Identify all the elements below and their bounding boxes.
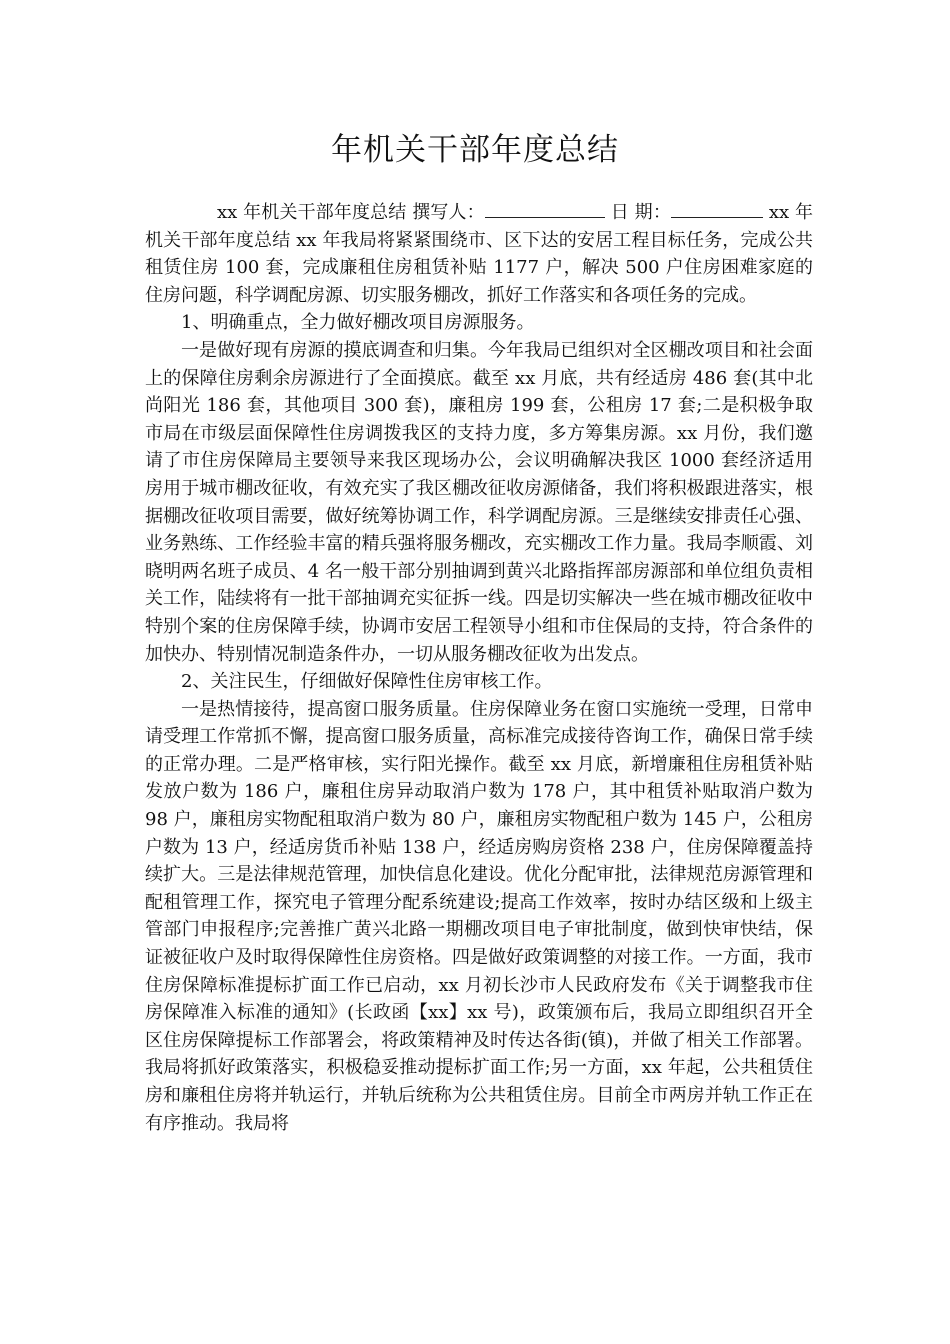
header-lead: xx 年机关干部年度总结 撰写人： — [217, 202, 485, 223]
intro-text: xx 年机关干部年度总结 xx 年我局将紧紧围绕市、区下达的安居工程目标任务，完成公共租赁住房 100 套，完成廉租住房租赁补贴 1177 户，解决 500 户住房困难家庭的住房问题，科学调配房源、切实服务棚改，抓好工作落实和各项任务的完成。 — [145, 202, 813, 306]
document-body — [145, 199, 813, 1137]
date-blank — [671, 199, 763, 218]
author-blank — [485, 199, 605, 218]
date-label: 日 期： — [604, 202, 671, 223]
body-paragraph-1: 一是做好现有房源的摸底调查和归集。今年我局已组织对全区棚改项目和社会面上的保障住房剩余房源进行了全面摸底。截至 xx 月底，共有经适房 486 套(其中北尚阳光 186 套，其他项目 300 套)，廉租房 199 套，公租房 17 套;二是积极争取市局在市级层面保障性住房调拨我区的支持力度，多方筹集房源。xx 月份，我们邀请了市住房保障局主要领导来我区现场办公，会议明确解决我区 1000 套经济适用房用于城市棚改征收，有效充实了我区棚改征收房源储备，我们将积极跟进落实，根据棚改征收项目需要，做好统筹协调工作，科学调配房源。三是继续安排责任心强、业务熟练、工作经验丰富的精兵强将服务棚改，充实棚改工作力量。我局李顺霞、刘晓明两名班子成员、4 名一般干部分别抽调到黄兴北路指挥部房源部和单位组负责相关工作，陆续将有一批干部抽调充实征拆一线。四是切实解决一些在城市棚改征收中特别个案的住房保障手续，协调市安居工程领导小组和市住保局的支持，符合条件的加快办、特别情况制造条件办，一切从服务棚改征收为出发点。 — [145, 339, 813, 665]
section-heading-2: 2、关注民生，仔细做好保障性住房审核工作。 — [181, 671, 553, 693]
document-title: 年机关干部年度总结 — [331, 132, 619, 168]
header-paragraph — [145, 199, 813, 309]
body-paragraph-2: 一是热情接待，提高窗口服务质量。住房保障业务在窗口实施统一受理，日常申请受理工作常抓不懈，提高窗口服务质量，高标准完成接待咨询工作，确保日常手续的正常办理。二是严格审核，实行阳光操作。截至 xx 月底，新增廉租住房租赁补贴发放户数为 186 户，廉租住房异动取消户数为 178 户，其中租赁补贴取消户数为 98 户，廉租房实物配租取消户数为 80 户，廉租房实物配租户数为 145 户，公租房户数为 13 户，经适房货币补贴 138 户，经适房购房资格 238 户，住房保障覆盖持续扩大。三是法律规范管理，加快信息化建设。优化分配审批，法律规范房源管理和配租管理工作，探究电子管理分配系统建设;提高工作效率，按时办结区级和上级主管部门申报程序;完善推广黄兴北路一期棚改项目电子审批制度，做到快审快结，保证被征收户及时取得保障性住房资格。四是做好政策调整的对接工作。一方面，我市住房保障标准提标扩面工作已启动，xx 月初长沙市人民政府发布《关于调整我市住房保障准入标准的通知》(长政函【xx】xx 号)，政策颁布后，我局立即组织召开全区住房保障提标工作部署会，将政策精神及时传达各街(镇)，并做了相关工作部署。我局将抓好政策落实，积极稳妥推动提标扩面工作;另一方面，xx 年起，公共租赁住房和廉租住房将并轨运行，并轨后统称为公共租赁住房。目前全市两房并轨工作正在有序推动。我局将 — [145, 698, 813, 1134]
section-heading-1: 1、明确重点，全力做好棚改项目房源服务。 — [181, 312, 535, 334]
